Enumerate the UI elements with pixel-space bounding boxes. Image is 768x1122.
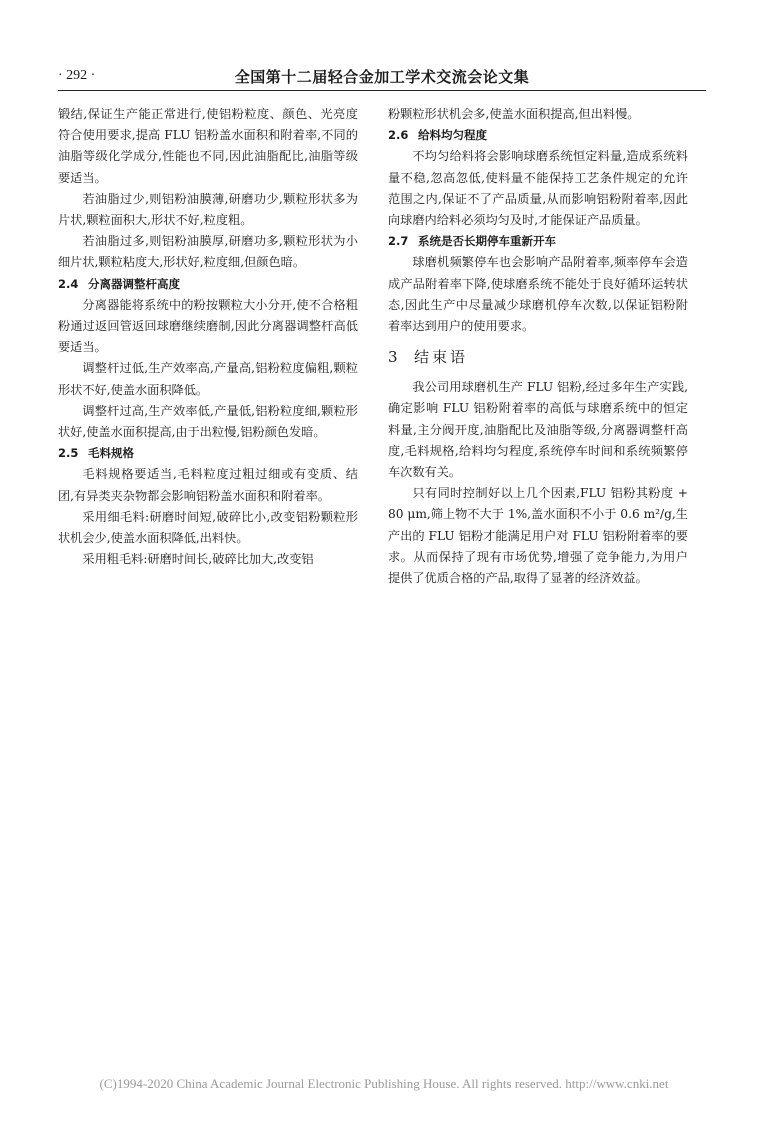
paragraph: 若油脂过少,则铝粉油膜薄,研磨功少,颗粒形状多为片状,颗粒面积大,形状不好,粒度粗。 (58, 191, 358, 228)
paragraph: 毛料规格要适当,毛料粒度过粗过细或有变质、结团,有异类夹杂物都会影响铝粉盖水面积和附着率。 (58, 467, 358, 503)
left-column (58, 104, 358, 570)
section-title: 结束语 (414, 348, 469, 367)
paragraph: 采用细毛料:研磨时间短,破碎比小,改变铝粉颗粒形状机会少,使盖水面积降低,出料快。 (58, 509, 358, 546)
paragraph: 不均匀给料将会影响球磨系统恒定料量,造成系统料量不稳,忽高忽低,使料量不能保持工艺条件规定的允许范围之内,保证不了产品质量,从而影响铝粉附着率,因此向球磨内给料必须均匀及时,才能保证产品质量。 (388, 149, 688, 228)
paragraph: 粉颗粒形状机会多,使盖水面积提高,但出料慢。 (388, 107, 640, 121)
copyright-footer: (C)1994-2020 China Academic Journal Electronic Publishing House. All rights reserved. http://www.cnki.net (99, 1076, 669, 1091)
paragraph: 锻结,保证生产能正常进行,使铝粉粒度、颜色、光亮度符合使用要求,提高 FLU 铝粉盖水面积和附着率,不同的油脂等级化学成分,性能也不同,因此油脂配比,油脂等级要适当。 (58, 107, 358, 185)
subsection-number: 2.7 (388, 234, 409, 249)
paragraph: 球磨机频繁停车也会影响产品附着率,频率停车会造成产品附着率下降,使球磨系统不能处于良好循环运转状态,因此生产中尽量减少球磨机停车次数,以保证铝粉附着率达到用户的使用要求。 (388, 255, 688, 334)
subsection-heading-2-6 (388, 125, 688, 146)
paragraph: 分离器能将系统中的粉按颗粒大小分开,使不合格粗粉通过返回管返回球磨继续磨制,因此分离器调整杆高低要适当。 (58, 297, 358, 355)
subsection-heading-2-7 (388, 231, 688, 252)
subsection-heading-2-4 (58, 274, 358, 295)
paragraph: 只有同时控制好以上几个因素,FLU 铝粉其粉度 + 80 μm,筛上物不大于 1%,盖水面积不小于 0.6 m²/g,生产出的 FLU 铝粉才能满足用户对 FLU 铝粉附着率的要求。从而保持了现有市场优势,增强了竞争能力,为用户提供了优质合格的产品,取得了显著的经济效益。 (388, 486, 688, 586)
subsection-title: 系统是否长期停车重新开车 (418, 234, 556, 249)
paragraph: 调整杆过低,生产效率高,产量高,铝粉粒度偏粗,颗粒形状不好,使盖水面积降低。 (58, 361, 358, 397)
subsection-number: 2.4 (58, 276, 79, 291)
paragraph: 若油脂过多,则铝粉油膜厚,研磨功多,颗粒形状为小细片状,颗粒粘度大,形状好,粒度细,但颜色暗。 (58, 234, 358, 270)
page-header (58, 66, 706, 91)
page-number: · 292 · (58, 68, 96, 83)
subsection-number: 2.5 (58, 446, 79, 461)
subsection-title: 毛料规格 (88, 446, 134, 461)
paragraph: 采用粗毛料:研磨时间长,破碎比加大,改变铝 (82, 552, 314, 567)
subsection-heading-2-5 (58, 443, 358, 464)
section-number: 3 (388, 348, 398, 367)
paragraph: 调整杆过高,生产效率低,产量低,铝粉粒度细,颗粒形状好,使盖水面积提高,由于出粒慢,铝粉颜色发暗。 (58, 403, 358, 440)
journal-title: 全国第十二届轻合金加工学术交流会论文集 (234, 68, 530, 86)
section-heading-3 (388, 345, 688, 369)
subsection-title: 分离器调整杆高度 (88, 276, 180, 291)
subsection-number: 2.6 (388, 128, 409, 143)
paragraph: 我公司用球磨机生产 FLU 铝粉,经过多年生产实践,确定影响 FLU 铝粉附着率的高低与球磨系统中的恒定料量,主分阀开度,油脂配比及油脂等级,分离器调整杆高度,毛料规格,给料均匀程度,系统停车时间和系统频繁停车次数有关。 (388, 380, 688, 480)
right-column (388, 104, 688, 589)
subsection-title: 给料均匀程度 (418, 128, 487, 143)
